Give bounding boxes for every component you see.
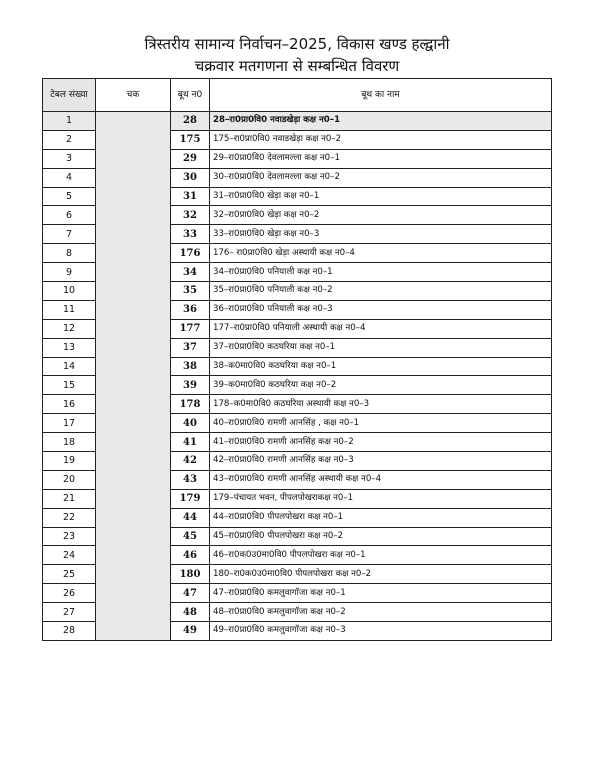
table-number-cell: 11 — [43, 300, 96, 319]
table-number-cell: 10 — [43, 282, 96, 301]
booth-name-cell: 28–रा0प्रा0वि0 नवाडखेड़ा कक्ष न0–1 — [210, 112, 552, 131]
table-number-cell: 4 — [43, 168, 96, 187]
table-number-cell: 18 — [43, 433, 96, 452]
booth-number-cell: 31 — [171, 187, 210, 206]
booth-number-cell: 180 — [171, 565, 210, 584]
booth-name-cell: 31–रा0प्रा0वि0 खेड़ा कक्ष न0–1 — [210, 187, 552, 206]
booth-number-cell: 33 — [171, 225, 210, 244]
table-number-cell: 27 — [43, 603, 96, 622]
booth-name-cell: 29–रा0प्रा0वि0 देवलामल्ला कक्ष न0–1 — [210, 149, 552, 168]
booth-number-cell: 44 — [171, 508, 210, 527]
table-number-cell: 26 — [43, 584, 96, 603]
table-number-cell: 22 — [43, 508, 96, 527]
booth-name-cell: 38–क0मा0वि0 कठघरिया कक्ष न0–1 — [210, 357, 552, 376]
document-title: त्रिस्तरीय सामान्य निर्वाचन–2025, विकास खण्ड हल्द्वानी — [144, 35, 450, 53]
booth-number-cell: 43 — [171, 470, 210, 489]
booth-number-cell: 36 — [171, 300, 210, 319]
table-number-cell: 14 — [43, 357, 96, 376]
booth-name-cell: 32–रा0प्रा0वि0 खेड़ा कक्ष न0–2 — [210, 206, 552, 225]
booth-name-cell: 35–रा0प्रा0वि0 पनियाली कक्ष न0–2 — [210, 282, 552, 301]
table-number-cell: 19 — [43, 452, 96, 471]
booth-name-cell: 47–रा0प्रा0वि0 कमलुवागॉजा कक्ष न0–1 — [210, 584, 552, 603]
chak-cell — [96, 112, 171, 641]
booth-name-cell: 46–रा0क0उ0मा0वि0 पीपलपोखरा कक्ष न0–1 — [210, 546, 552, 565]
table-number-cell: 24 — [43, 546, 96, 565]
booth-number-cell: 40 — [171, 414, 210, 433]
header-booth-no: बूथ न0 — [171, 79, 210, 112]
booth-name-cell: 44–रा0प्रा0वि0 पीपलपोखरा कक्ष न0–1 — [210, 508, 552, 527]
table-number-cell: 3 — [43, 149, 96, 168]
table-number-cell: 28 — [43, 622, 96, 641]
booth-number-cell: 47 — [171, 584, 210, 603]
table-number-cell: 23 — [43, 527, 96, 546]
booth-name-cell: 39–क0मा0वि0 कठघरिया कक्ष न0–2 — [210, 376, 552, 395]
booth-name-cell: 43–रा0प्रा0वि0 रामणी आनसिंह अस्थायी कक्ष न0–4 — [210, 470, 552, 489]
booth-number-cell: 41 — [171, 433, 210, 452]
booth-name-cell: 180–रा0क0उ0मा0वि0 पीपलपोखरा कक्ष न0–2 — [210, 565, 552, 584]
booth-name-cell: 178–क0मा0वि0 कठघरिया अस्थायी कक्ष न0–3 — [210, 395, 552, 414]
booth-name-cell: 30–रा0प्रा0वि0 देवलामल्ला कक्ष न0–2 — [210, 168, 552, 187]
booth-number-cell: 175 — [171, 130, 210, 149]
table-number-cell: 1 — [43, 112, 96, 131]
booth-number-cell: 39 — [171, 376, 210, 395]
table-number-cell: 7 — [43, 225, 96, 244]
document-subtitle: चक्रवार मतगणना से सम्बन्धित विवरण — [194, 57, 400, 75]
booth-number-cell: 49 — [171, 622, 210, 641]
table-number-cell: 15 — [43, 376, 96, 395]
table-number-cell: 20 — [43, 470, 96, 489]
table-header-row — [43, 79, 552, 112]
header-table-no: टेबल संख्या — [43, 79, 96, 112]
booth-number-cell: 46 — [171, 546, 210, 565]
booth-number-cell: 32 — [171, 206, 210, 225]
table-number-cell: 12 — [43, 319, 96, 338]
table-number-cell: 8 — [43, 244, 96, 263]
booth-name-cell: 179–पंचायत भवन, पीपलपोखराकक्ष न0–1 — [210, 489, 552, 508]
booth-table — [42, 78, 552, 641]
booth-number-cell: 178 — [171, 395, 210, 414]
booth-number-cell: 48 — [171, 603, 210, 622]
booth-name-cell: 36–रा0प्रा0वि0 पनियाली कक्ष न0–3 — [210, 300, 552, 319]
booth-number-cell: 28 — [171, 112, 210, 131]
booth-number-cell: 37 — [171, 338, 210, 357]
booth-name-cell: 48–रा0प्रा0वि0 कमलुवागॉजा कक्ष न0–2 — [210, 603, 552, 622]
table-number-cell: 6 — [43, 206, 96, 225]
table-number-cell: 25 — [43, 565, 96, 584]
booth-number-cell: 35 — [171, 282, 210, 301]
table-number-cell: 9 — [43, 263, 96, 282]
booth-name-cell: 34–रा0प्रा0वि0 पनियाली कक्ष न0–1 — [210, 263, 552, 282]
table-row — [43, 112, 552, 131]
booth-name-cell: 49–रा0प्रा0वि0 कमलुवागॉजा कक्ष न0–3 — [210, 622, 552, 641]
booth-name-cell: 177–रा0प्रा0वि0 पनियाली अस्थायी कक्ष न0–4 — [210, 319, 552, 338]
booth-name-cell: 42–रा0प्रा0वि0 रामणी आनसिंह कक्ष न0–3 — [210, 452, 552, 471]
table-number-cell: 5 — [43, 187, 96, 206]
booth-number-cell: 42 — [171, 452, 210, 471]
booth-name-cell: 176– रा0प्रा0वि0 खेड़ा अस्थायी कक्ष न0–4 — [210, 244, 552, 263]
table-number-cell: 2 — [43, 130, 96, 149]
table-number-cell: 16 — [43, 395, 96, 414]
table-number-cell: 21 — [43, 489, 96, 508]
booth-number-cell: 38 — [171, 357, 210, 376]
booth-name-cell: 41–रा0प्रा0वि0 रामणी आनसिंह कक्ष न0–2 — [210, 433, 552, 452]
booth-number-cell: 177 — [171, 319, 210, 338]
booth-name-cell: 45–रा0प्रा0वि0 पीपलपोखरा कक्ष न0–2 — [210, 527, 552, 546]
booth-name-cell: 175–रा0प्रा0वि0 नवाडखेड़ा कक्ष न0–2 — [210, 130, 552, 149]
booth-number-cell: 176 — [171, 244, 210, 263]
booth-number-cell: 34 — [171, 263, 210, 282]
booth-number-cell: 29 — [171, 149, 210, 168]
booth-name-cell: 37–रा0प्रा0वि0 कठघरिया कक्ष न0–1 — [210, 338, 552, 357]
table-number-cell: 13 — [43, 338, 96, 357]
header-booth-name: बूथ का नाम — [210, 79, 552, 112]
booth-name-cell: 33–रा0प्रा0वि0 खेड़ा कक्ष न0–3 — [210, 225, 552, 244]
booth-number-cell: 45 — [171, 527, 210, 546]
table-number-cell: 17 — [43, 414, 96, 433]
booth-name-cell: 40–रा0प्रा0वि0 रामणी आनसिंह , कक्ष न0–1 — [210, 414, 552, 433]
header-chak: चक — [96, 79, 171, 112]
booth-number-cell: 179 — [171, 489, 210, 508]
booth-number-cell: 30 — [171, 168, 210, 187]
